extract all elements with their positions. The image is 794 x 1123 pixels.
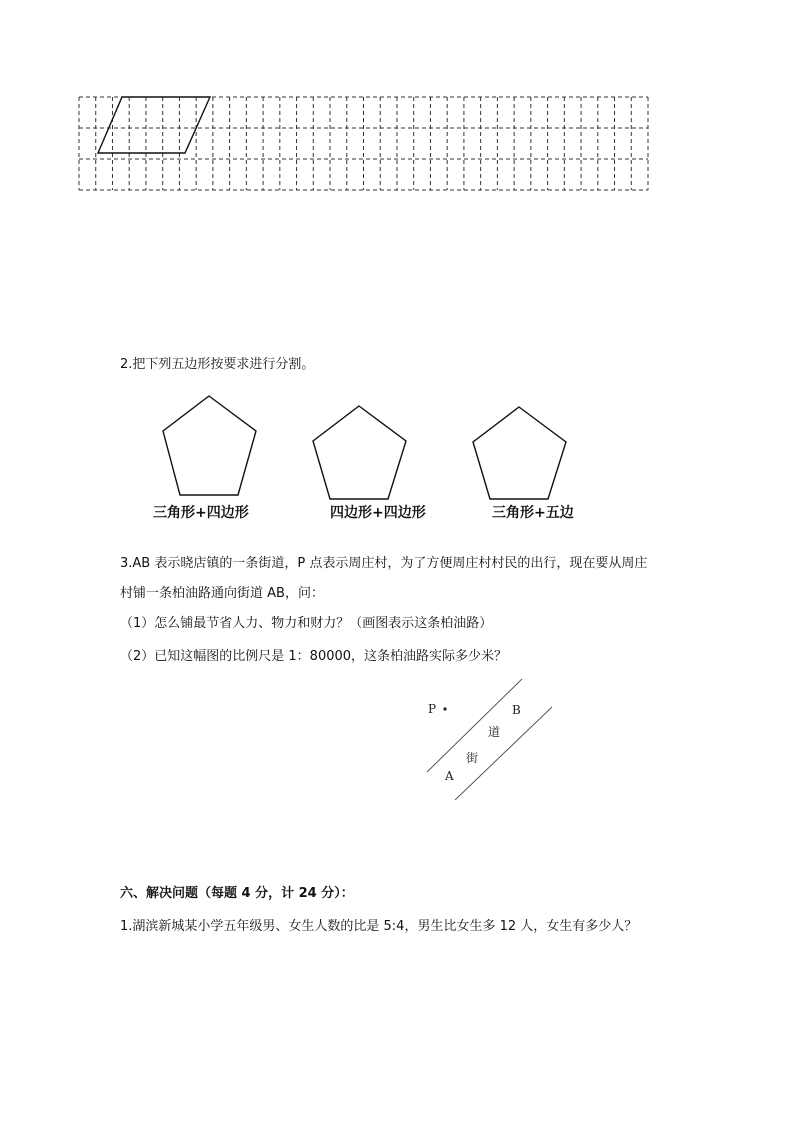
question-3-sub-1: （1）怎么铺最节省人力、物力和财力？（画图表示这条柏油路） (120, 616, 493, 631)
pentagon-1-label: 三角形+四边形 (153, 505, 249, 521)
road-char-jie: 街 (466, 751, 479, 765)
pentagon-3-label: 三角形+五边 (492, 505, 574, 521)
point-a-label: A (445, 769, 454, 783)
question-3-line-1: 3.AB 表示晓店镇的一条街道，P 点表示周庄村，为了方便周庄村村民的出行，现在要从周庄 (120, 556, 648, 571)
point-b-label: B (512, 703, 521, 717)
point-p-dot (443, 707, 446, 710)
question-3-line-2: 村铺一条柏油路通向街道 AB，问： (120, 586, 324, 601)
question-3-sub-2: （2）已知这幅图的比例尺是 1：80000，这条柏油路实际多少米？ (120, 649, 508, 664)
section-6-heading: 六、解决问题（每题 4 分，计 24 分）： (120, 886, 354, 901)
road-char-dao: 道 (488, 725, 501, 739)
question-2-title: 2.把下列五边形按要求进行分割。 (120, 357, 315, 372)
section-6-question-1: 1.湖滨新城某小学五年级男、女生人数的比是 5:4，男生比女生多 12 人，女生有多少人？ (120, 919, 638, 934)
point-p-label: P (428, 702, 437, 716)
pentagon-2-label: 四边形+四边形 (330, 505, 426, 521)
